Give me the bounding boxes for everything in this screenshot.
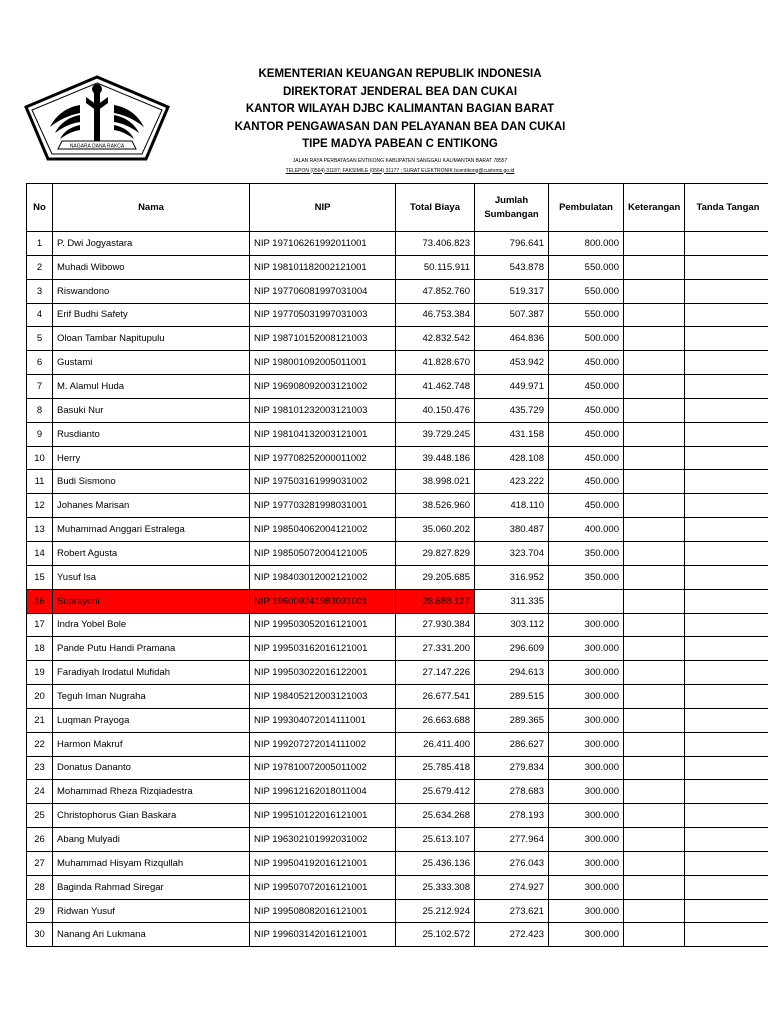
table-row [27,732,768,756]
cell-total-biaya: 50.115.911 [396,255,475,279]
table-row [27,804,768,828]
cell-jumlah-sumbangan: 277.964 [475,828,549,852]
cell-tanda-tangan [685,446,768,470]
contribution-table [26,183,768,947]
cell-total-biaya: 27.930.384 [396,613,475,637]
cell-tanda-tangan [685,899,768,923]
cell-tanda-tangan [685,661,768,685]
cell-keterangan [624,851,685,875]
office-type-title: TIPE MADYA PABEAN C ENTIKONG [302,138,498,150]
cell-no: 17 [27,613,53,637]
ministry-title: KEMENTERIAN KEUANGAN REPUBLIK INDONESIA [258,68,542,80]
cell-tanda-tangan [685,375,768,399]
cell-pembulatan: 450.000 [549,351,624,375]
cell-tanda-tangan [685,518,768,542]
table-header-row [27,184,768,232]
cell-tanda-tangan [685,851,768,875]
table-row [27,565,768,589]
cell-keterangan [624,518,685,542]
cell-nip: NIP 198403012002121002 [250,565,396,589]
cell-no: 18 [27,637,53,661]
table-row [27,613,768,637]
col-header-no: No [27,184,53,232]
cell-tanda-tangan [685,303,768,327]
cell-keterangan [624,375,685,399]
cell-tanda-tangan [685,732,768,756]
cell-tanda-tangan [685,351,768,375]
cell-keterangan [624,923,685,947]
col-header-total-biaya: Total Biaya [396,184,475,232]
cell-jumlah-sumbangan: 296.609 [475,637,549,661]
cell-no: 22 [27,732,53,756]
cell-nip: NIP 199503052016121001 [250,613,396,637]
cell-keterangan [624,780,685,804]
cell-jumlah-sumbangan: 423.222 [475,470,549,494]
cell-tanda-tangan [685,875,768,899]
cell-nip: NIP 197708252000011002 [250,446,396,470]
cell-nama: Herry [53,446,250,470]
cell-keterangan [624,279,685,303]
cell-keterangan [624,470,685,494]
cell-tanda-tangan [685,589,768,613]
cell-total-biaya: 26.411.400 [396,732,475,756]
cell-no: 16 [27,589,53,613]
cell-total-biaya: 29.205.685 [396,565,475,589]
cell-pembulatan: 450.000 [549,494,624,518]
cell-tanda-tangan [685,685,768,709]
cell-pembulatan: 300.000 [549,685,624,709]
cell-no: 26 [27,828,53,852]
cell-pembulatan: 400.000 [549,518,624,542]
cell-keterangan [624,708,685,732]
cell-nama: Abang Mulyadi [53,828,250,852]
cell-no: 12 [27,494,53,518]
cell-tanda-tangan [685,232,768,256]
cell-nip: NIP 196908092003121002 [250,375,396,399]
cell-tanda-tangan [685,780,768,804]
cell-nip: NIP 199304072014111001 [250,708,396,732]
cell-nama: Muhammad Hisyam Rizqullah [53,851,250,875]
cell-pembulatan: 350.000 [549,565,624,589]
cell-nip: NIP 198505072004121005 [250,541,396,565]
cell-pembulatan: 300.000 [549,732,624,756]
cell-nama: Basuki Nur [53,398,250,422]
customs-emblem-icon [22,75,172,161]
cell-jumlah-sumbangan: 273.621 [475,899,549,923]
cell-no: 13 [27,518,53,542]
cell-pembulatan: 800.000 [549,232,624,256]
cell-keterangan [624,661,685,685]
cell-jumlah-sumbangan: 418.110 [475,494,549,518]
cell-nama: Muhammad Anggari Estralega [53,518,250,542]
table-row [27,541,768,565]
cell-keterangan [624,589,685,613]
cell-pembulatan: 300.000 [549,875,624,899]
table-row [27,899,768,923]
table-row [27,518,768,542]
cell-keterangan [624,494,685,518]
table-row [27,780,768,804]
cell-no: 21 [27,708,53,732]
cell-total-biaya: 28.688.127 [396,589,475,613]
cell-no: 28 [27,875,53,899]
cell-pembulatan: 300.000 [549,851,624,875]
cell-nip: NIP 199603142016121001 [250,923,396,947]
cell-keterangan [624,565,685,589]
cell-keterangan [624,327,685,351]
table-row [27,756,768,780]
cell-jumlah-sumbangan: 311.335 [475,589,549,613]
table-row [27,828,768,852]
cell-keterangan [624,398,685,422]
cell-jumlah-sumbangan: 453.942 [475,351,549,375]
cell-nip: NIP 199207272014111002 [250,732,396,756]
cell-no: 5 [27,327,53,351]
cell-no: 6 [27,351,53,375]
cell-total-biaya: 26.663.688 [396,708,475,732]
cell-nama: M. Alamul Huda [53,375,250,399]
cell-total-biaya: 38.998.021 [396,470,475,494]
cell-nama: Yusuf Isa [53,565,250,589]
cell-no: 4 [27,303,53,327]
cell-nip: NIP 199508082016121001 [250,899,396,923]
cell-jumlah-sumbangan: 278.193 [475,804,549,828]
cell-pembulatan: 300.000 [549,780,624,804]
table-row [27,422,768,446]
cell-total-biaya: 25.785.418 [396,756,475,780]
cell-tanda-tangan [685,756,768,780]
cell-nip: NIP 198710152008121003 [250,327,396,351]
cell-nama: Gustami [53,351,250,375]
cell-pembulatan: 550.000 [549,255,624,279]
cell-tanda-tangan [685,279,768,303]
cell-jumlah-sumbangan: 543.878 [475,255,549,279]
cell-nama: Suprayoni [53,589,250,613]
cell-no: 19 [27,661,53,685]
col-header-tanda-tangan: Tanda Tangan [685,184,768,232]
table-row [27,375,768,399]
cell-jumlah-sumbangan: 519.317 [475,279,549,303]
table-row [27,327,768,351]
office-address: JALAN RAYA PERBATASAN ENTIKONG KABUPATEN SANGGAU KALIMANTAN BARAT 78557 [292,157,508,164]
cell-total-biaya: 25.102.572 [396,923,475,947]
cell-total-biaya: 25.613.107 [396,828,475,852]
cell-nip: NIP 197705031997031003 [250,303,396,327]
col-header-jumlah-line2: Sumbangan [484,208,539,220]
cell-keterangan [624,422,685,446]
cell-pembulatan: 300.000 [549,804,624,828]
cell-total-biaya: 27.147.226 [396,661,475,685]
cell-nip: NIP 199510122016121001 [250,804,396,828]
cell-no: 29 [27,899,53,923]
cell-keterangan [624,303,685,327]
logo-ribbon-text: NAGARA DANA RAKCA [69,143,125,150]
regional-office-title: KANTOR WILAYAH DJBC KALIMANTAN BAGIAN BARAT [245,103,555,115]
cell-jumlah-sumbangan: 323.704 [475,541,549,565]
cell-nama: Johanes Marisan [53,494,250,518]
cell-pembulatan: 450.000 [549,470,624,494]
cell-pembulatan: 500.000 [549,327,624,351]
cell-no: 20 [27,685,53,709]
cell-jumlah-sumbangan: 278.683 [475,780,549,804]
cell-tanda-tangan [685,828,768,852]
cell-nama: Budi Sismono [53,470,250,494]
cell-jumlah-sumbangan: 380.487 [475,518,549,542]
cell-total-biaya: 26.677.541 [396,685,475,709]
cell-nip: NIP 197703281998031001 [250,494,396,518]
cell-jumlah-sumbangan: 507.387 [475,303,549,327]
cell-nama: Christophorus Gian Baskara [53,804,250,828]
cell-pembulatan: 450.000 [549,446,624,470]
cell-nip: NIP 199503022016122001 [250,661,396,685]
cell-nip: NIP 197706081997031004 [250,279,396,303]
cell-pembulatan [549,589,624,613]
cell-nama: Erif Budhi Safety [53,303,250,327]
cell-nip: NIP 198504062004121002 [250,518,396,542]
cell-pembulatan: 300.000 [549,661,624,685]
cell-tanda-tangan [685,422,768,446]
cell-pembulatan: 450.000 [549,398,624,422]
cell-pembulatan: 300.000 [549,756,624,780]
cell-jumlah-sumbangan: 303.112 [475,613,549,637]
cell-no: 3 [27,279,53,303]
office-contact: TELEPON (0564) 31187; FAKSIMILE (0564) 31177 ; SURAT ELEKTRONIK bcentikong@customs.go.id [285,167,515,174]
cell-no: 27 [27,851,53,875]
cell-keterangan [624,875,685,899]
table-row [27,255,768,279]
cell-total-biaya: 27.331.200 [396,637,475,661]
cell-keterangan [624,756,685,780]
table-row [27,708,768,732]
cell-no: 9 [27,422,53,446]
table-row [27,494,768,518]
cell-no: 25 [27,804,53,828]
cell-nip: NIP 197810072005011002 [250,756,396,780]
cell-nip: NIP 198101232003121003 [250,398,396,422]
cell-tanda-tangan [685,541,768,565]
cell-pembulatan: 300.000 [549,708,624,732]
cell-jumlah-sumbangan: 431.158 [475,422,549,446]
table-row [27,875,768,899]
cell-jumlah-sumbangan: 272.423 [475,923,549,947]
cell-jumlah-sumbangan: 289.515 [475,685,549,709]
col-header-jumlah-line1: Jumlah [494,194,529,206]
col-header-nama: Nama [53,184,250,232]
table-row [27,589,768,613]
cell-total-biaya: 25.634.268 [396,804,475,828]
cell-no: 2 [27,255,53,279]
cell-nama: Nanang Ari Lukmana [53,923,250,947]
cell-no: 11 [27,470,53,494]
cell-tanda-tangan [685,613,768,637]
cell-nip: NIP 199612162018011004 [250,780,396,804]
cell-no: 30 [27,923,53,947]
cell-pembulatan: 450.000 [549,422,624,446]
cell-nama: Muhadi Wibowo [53,255,250,279]
cell-nama: Robert Agusta [53,541,250,565]
cell-no: 8 [27,398,53,422]
cell-total-biaya: 25.212.924 [396,899,475,923]
cell-nip: NIP 198405212003121003 [250,685,396,709]
cell-nama: Riswandono [53,279,250,303]
col-header-pembulatan: Pembulatan [549,184,624,232]
cell-keterangan [624,804,685,828]
table-row [27,923,768,947]
col-header-keterangan: Keterangan [624,184,685,232]
cell-jumlah-sumbangan: 286.627 [475,732,549,756]
cell-jumlah-sumbangan: 289.365 [475,708,549,732]
cell-total-biaya: 35.060.202 [396,518,475,542]
cell-total-biaya: 39.448.186 [396,446,475,470]
col-header-nip: NIP [250,184,396,232]
cell-nama: P. Dwi Jogyastara [53,232,250,256]
cell-jumlah-sumbangan: 276.043 [475,851,549,875]
cell-pembulatan: 350.000 [549,541,624,565]
cell-keterangan [624,232,685,256]
cell-pembulatan: 450.000 [549,375,624,399]
table-row [27,470,768,494]
cell-tanda-tangan [685,565,768,589]
cell-total-biaya: 39.729.245 [396,422,475,446]
cell-nip: NIP 198001092005011001 [250,351,396,375]
cell-nama: Rusdianto [53,422,250,446]
table-row [27,446,768,470]
office-title: KANTOR PENGAWASAN DAN PELAYANAN BEA DAN CUKAI [234,120,566,133]
cell-keterangan [624,255,685,279]
cell-total-biaya: 41.828.670 [396,351,475,375]
cell-tanda-tangan [685,255,768,279]
cell-jumlah-sumbangan: 274.927 [475,875,549,899]
cell-keterangan [624,613,685,637]
cell-no: 24 [27,780,53,804]
cell-tanda-tangan [685,494,768,518]
table-row [27,851,768,875]
table-row [27,303,768,327]
cell-pembulatan: 300.000 [549,899,624,923]
cell-no: 23 [27,756,53,780]
cell-no: 10 [27,446,53,470]
cell-total-biaya: 29.827.829 [396,541,475,565]
cell-keterangan [624,899,685,923]
cell-keterangan [624,351,685,375]
table-row [27,232,768,256]
cell-total-biaya: 25.333.308 [396,875,475,899]
cell-nama: Oloan Tambar Napitupulu [53,327,250,351]
cell-pembulatan: 550.000 [549,303,624,327]
cell-nama: Harmon Makruf [53,732,250,756]
cell-no: 1 [27,232,53,256]
cell-total-biaya: 42.832.542 [396,327,475,351]
cell-jumlah-sumbangan: 449.971 [475,375,549,399]
cell-nama: Ridwan Yusuf [53,899,250,923]
cell-keterangan [624,637,685,661]
cell-nama: Teguh Iman Nugraha [53,685,250,709]
cell-keterangan [624,446,685,470]
cell-jumlah-sumbangan: 316.952 [475,565,549,589]
cell-jumlah-sumbangan: 464.836 [475,327,549,351]
table-row [27,351,768,375]
cell-nama: Donatus Dananto [53,756,250,780]
cell-nip: NIP 199507072016121001 [250,875,396,899]
cell-no: 14 [27,541,53,565]
table-row [27,685,768,709]
cell-keterangan [624,541,685,565]
col-header-jumlah-sumbangan [475,184,549,232]
cell-keterangan [624,828,685,852]
cell-tanda-tangan [685,637,768,661]
cell-total-biaya: 73.406.823 [396,232,475,256]
cell-pembulatan: 300.000 [549,613,624,637]
cell-nip: NIP 199504192016121001 [250,851,396,875]
cell-jumlah-sumbangan: 796.641 [475,232,549,256]
cell-nip: NIP 198101182002121001 [250,255,396,279]
cell-total-biaya: 40.150.476 [396,398,475,422]
cell-nip: NIP 198104132003121001 [250,422,396,446]
cell-nama: Faradiyah Irodatul Mufidah [53,661,250,685]
cell-jumlah-sumbangan: 294.613 [475,661,549,685]
cell-nama: Luqman Prayoga [53,708,250,732]
cell-total-biaya: 41.462.748 [396,375,475,399]
cell-tanda-tangan [685,708,768,732]
cell-tanda-tangan [685,470,768,494]
cell-jumlah-sumbangan: 428.108 [475,446,549,470]
cell-nip: NIP 196009241983031001 [250,589,396,613]
cell-pembulatan: 300.000 [549,828,624,852]
cell-nama: Indra Yobel Bole [53,613,250,637]
table-row [27,398,768,422]
cell-keterangan [624,732,685,756]
cell-keterangan [624,685,685,709]
table-row [27,279,768,303]
cell-jumlah-sumbangan: 279.834 [475,756,549,780]
cell-total-biaya: 25.436.136 [396,851,475,875]
cell-total-biaya: 25.679.412 [396,780,475,804]
cell-tanda-tangan [685,398,768,422]
cell-total-biaya: 46.753.384 [396,303,475,327]
cell-tanda-tangan [685,804,768,828]
table-row [27,637,768,661]
cell-total-biaya: 38.526.960 [396,494,475,518]
letterhead [230,66,570,176]
cell-jumlah-sumbangan: 435.729 [475,398,549,422]
cell-pembulatan: 300.000 [549,637,624,661]
cell-nama: Mohammad Rheza Rizqiadestra [53,780,250,804]
cell-nama: Baginda Rahmad Siregar [53,875,250,899]
cell-pembulatan: 550.000 [549,279,624,303]
cell-nip: NIP 197503161999031002 [250,470,396,494]
cell-nip: NIP 197106261992011001 [250,232,396,256]
cell-nip: NIP 199503162016121001 [250,637,396,661]
cell-total-biaya: 47.852.760 [396,279,475,303]
cell-no: 15 [27,565,53,589]
cell-nip: NIP 196302101992031002 [250,828,396,852]
cell-nama: Pande Putu Handi Pramana [53,637,250,661]
cell-pembulatan: 300.000 [549,923,624,947]
table-row [27,661,768,685]
directorate-title: DIREKTORAT JENDERAL BEA DAN CUKAI [282,85,518,98]
cell-no: 7 [27,375,53,399]
cell-tanda-tangan [685,327,768,351]
cell-tanda-tangan [685,923,768,947]
